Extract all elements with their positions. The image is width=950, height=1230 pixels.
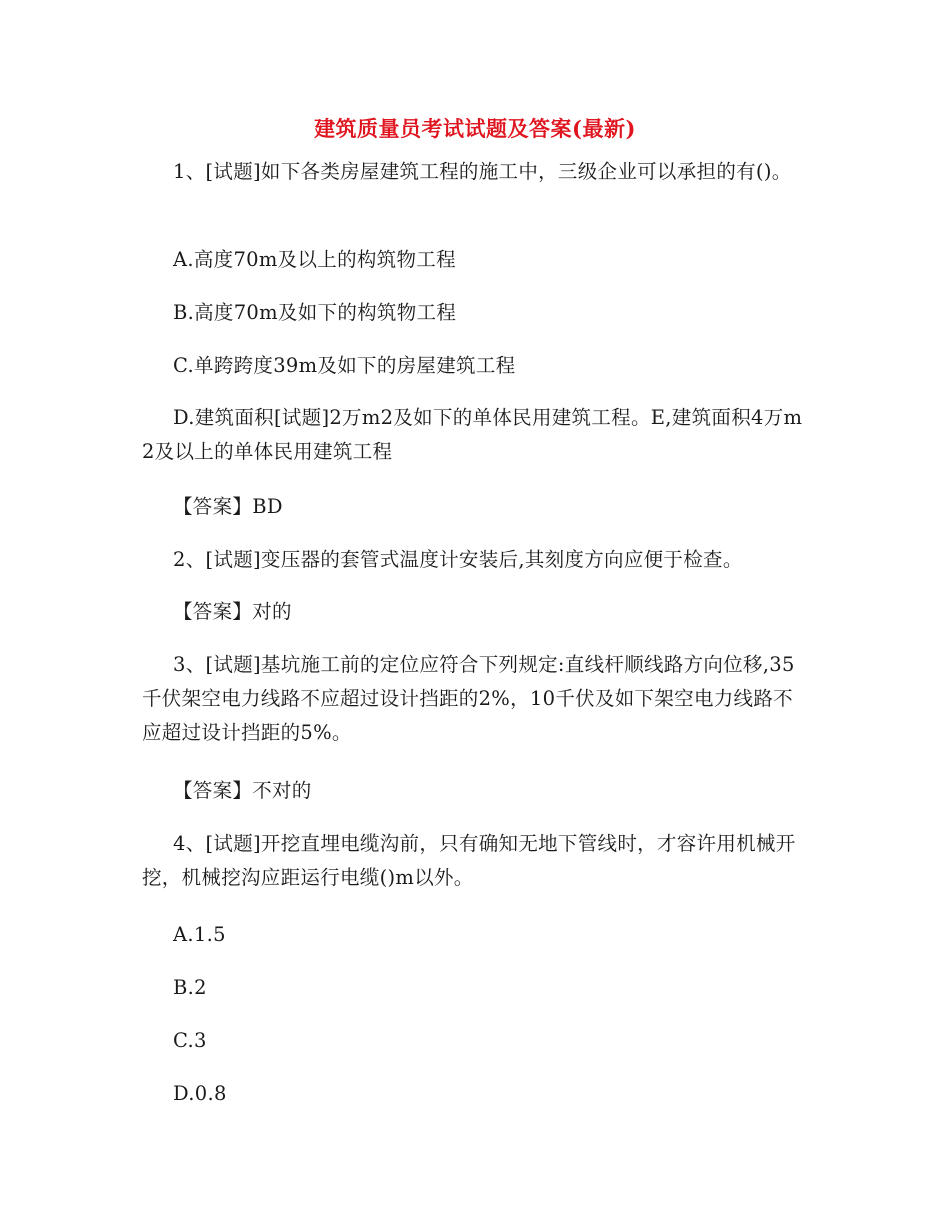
q1-option-c: C.单跨跨度39m及如下的房屋建筑工程	[173, 354, 516, 377]
document-title: 建筑质量员考试试题及答案(最新)	[314, 116, 636, 141]
q4-option-c: C.3	[173, 1029, 207, 1052]
q2-answer: 【答案】对的	[173, 600, 292, 623]
q3-answer: 【答案】不对的	[173, 779, 312, 802]
q4-option-a: A.1.5	[173, 923, 226, 946]
q4-option-d: D.0.8	[173, 1082, 227, 1105]
q1-option-d: D.建筑面积[试题]2万m2及如下的单体民用建筑工程。E,建筑面积4万m2及以上的单体民用建筑工程	[142, 406, 803, 463]
question-2: 2、[试题]变压器的套管式温度计安装后,其刻度方向应便于检查。	[173, 548, 743, 571]
q1-option-b: B.高度70m及如下的构筑物工程	[173, 301, 457, 324]
question-3: 3、[试题]基坑施工前的定位应符合下列规定:直线杆顺线路方向位移,35千伏架空电力线路不应超过设计挡距的2%，10千伏及如下架空电力线路不应超过设计挡距的5%。	[142, 653, 795, 744]
question-1: 1、[试题]如下各类房屋建筑工程的施工中，三级企业可以承担的有()。	[173, 160, 792, 183]
q4-option-b: B.2	[173, 976, 207, 999]
question-4: 4、[试题]开挖直埋电缆沟前，只有确知无地下管线时，才容许用机械开挖，机械挖沟应距运行电缆()m以外。	[142, 832, 796, 889]
q1-answer: 【答案】BD	[173, 495, 283, 518]
q1-option-a: A.高度70m及以上的构筑物工程	[173, 248, 456, 271]
